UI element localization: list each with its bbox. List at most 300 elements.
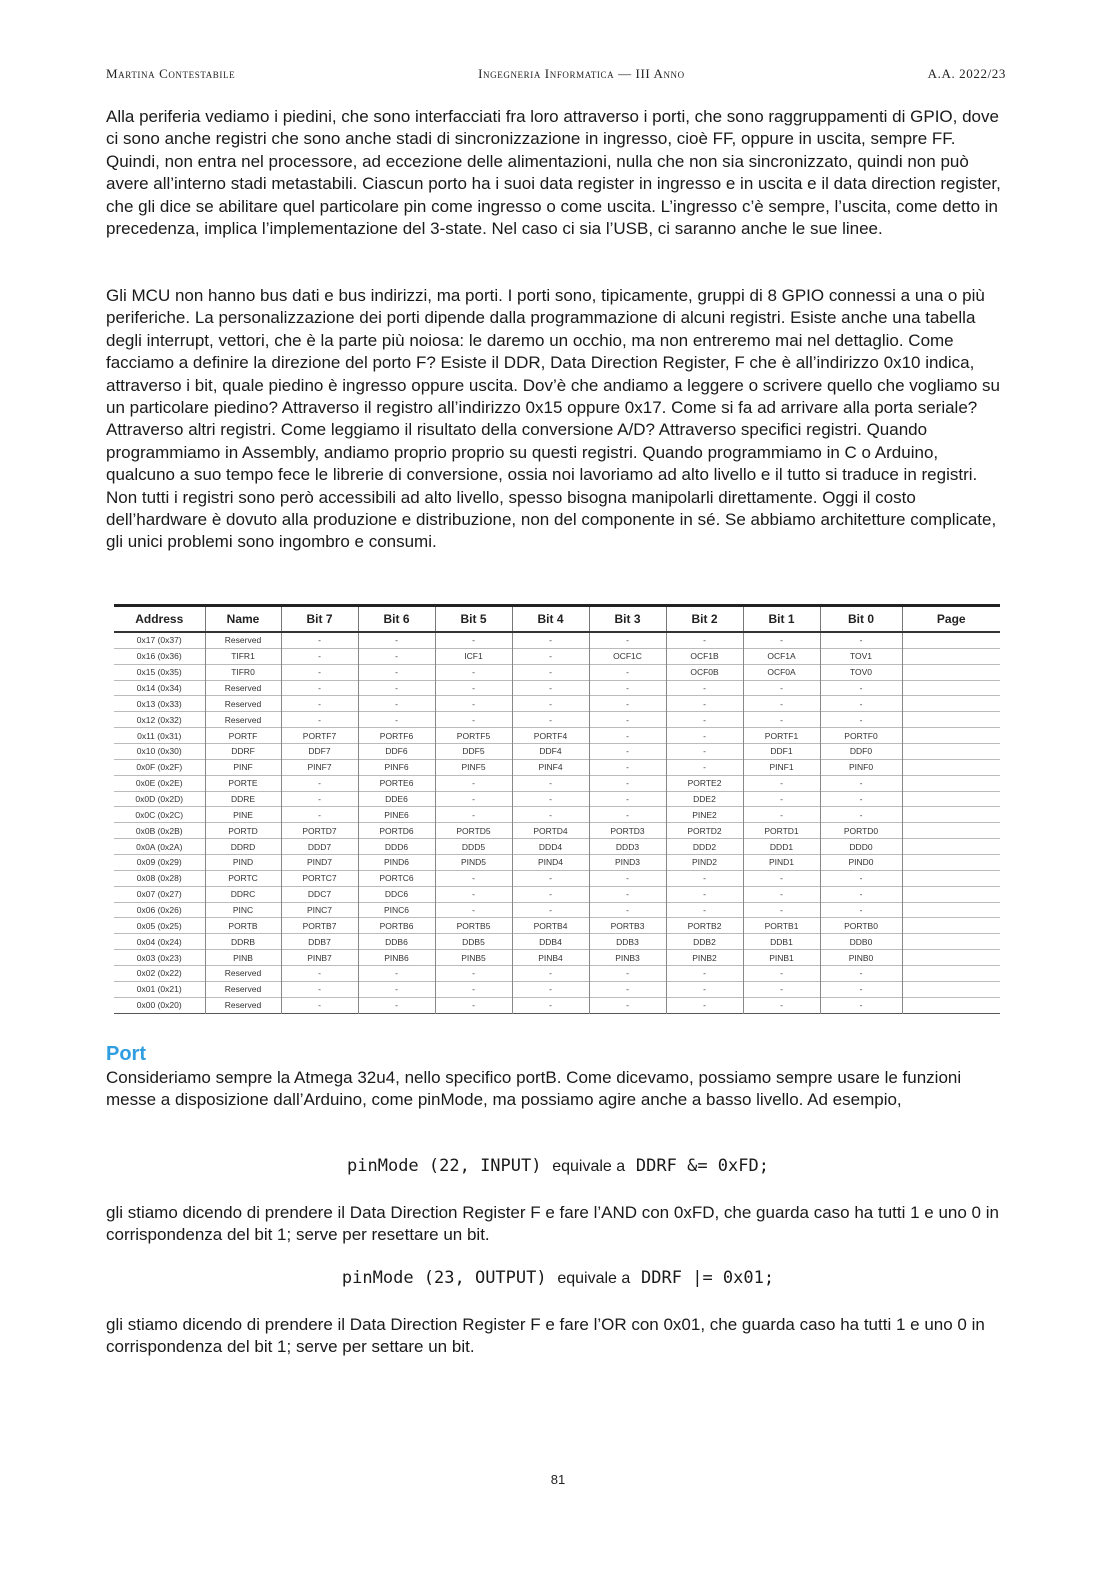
- register-cell: -: [358, 648, 435, 664]
- register-cell: PORTD6: [358, 823, 435, 839]
- register-cell: -: [743, 870, 820, 886]
- register-cell: -: [435, 870, 512, 886]
- register-cell: PINF5: [435, 759, 512, 775]
- register-cell: DDRF: [205, 744, 281, 760]
- register-cell: DDD5: [435, 839, 512, 855]
- register-cell: -: [281, 791, 358, 807]
- register-cell: PIND1: [743, 855, 820, 871]
- register-cell: 0x12 (0x32): [114, 712, 205, 728]
- register-cell: PINB5: [435, 950, 512, 966]
- register-cell: -: [281, 712, 358, 728]
- register-cell: -: [820, 886, 902, 902]
- register-cell: PORTB3: [589, 918, 666, 934]
- register-cell: PORTD3: [589, 823, 666, 839]
- register-cell: DDB0: [820, 934, 902, 950]
- register-cell: -: [666, 696, 743, 712]
- table-row: [114, 744, 1000, 760]
- register-cell: PORTB: [205, 918, 281, 934]
- register-cell: Reserved: [205, 680, 281, 696]
- register-col-header: Name: [205, 606, 281, 633]
- register-cell: -: [435, 791, 512, 807]
- register-cell: -: [820, 680, 902, 696]
- register-cell: -: [435, 981, 512, 997]
- register-cell: Reserved: [205, 997, 281, 1013]
- register-cell: -: [281, 632, 358, 648]
- register-cell: -: [743, 886, 820, 902]
- register-cell: [902, 997, 1000, 1013]
- table-row: [114, 775, 1000, 791]
- register-cell: [902, 918, 1000, 934]
- register-cell: PINB0: [820, 950, 902, 966]
- register-cell: -: [358, 664, 435, 680]
- register-cell: -: [358, 981, 435, 997]
- register-cell: PORTF6: [358, 728, 435, 744]
- register-cell: -: [589, 981, 666, 997]
- register-cell: -: [281, 997, 358, 1013]
- table-row: [114, 712, 1000, 728]
- register-cell: TIFR0: [205, 664, 281, 680]
- table-row: [114, 966, 1000, 982]
- register-cell: PINE: [205, 807, 281, 823]
- register-cell: -: [589, 744, 666, 760]
- register-cell: PINC: [205, 902, 281, 918]
- register-cell: DDF1: [743, 744, 820, 760]
- register-cell: 0x06 (0x26): [114, 902, 205, 918]
- code-equivale-label-2: equivale a: [557, 1270, 631, 1287]
- register-cell: PINF: [205, 759, 281, 775]
- register-cell: PORTC6: [358, 870, 435, 886]
- register-cell: [902, 855, 1000, 871]
- section-title-port: Port: [106, 1043, 146, 1065]
- register-cell: -: [435, 997, 512, 1013]
- register-cell: OCF1C: [589, 648, 666, 664]
- register-cell: -: [820, 807, 902, 823]
- code-example-output: [0, 1268, 1116, 1288]
- register-cell: -: [435, 664, 512, 680]
- register-cell: -: [820, 632, 902, 648]
- register-cell: 0x01 (0x21): [114, 981, 205, 997]
- register-cell: PIND0: [820, 855, 902, 871]
- register-cell: PORTB7: [281, 918, 358, 934]
- register-cell: PORTD0: [820, 823, 902, 839]
- register-cell: PORTF7: [281, 728, 358, 744]
- register-cell: PORTE: [205, 775, 281, 791]
- register-cell: 0x07 (0x27): [114, 886, 205, 902]
- register-cell: PINB7: [281, 950, 358, 966]
- table-row: [114, 997, 1000, 1013]
- register-cell: PORTD1: [743, 823, 820, 839]
- register-cell: PIND7: [281, 855, 358, 871]
- register-cell: -: [666, 728, 743, 744]
- register-cell: -: [512, 648, 589, 664]
- register-cell: -: [666, 870, 743, 886]
- register-cell: -: [512, 807, 589, 823]
- register-cell: -: [281, 966, 358, 982]
- register-cell: [902, 744, 1000, 760]
- register-cell: -: [666, 744, 743, 760]
- register-cell: PIND: [205, 855, 281, 871]
- register-cell: [902, 966, 1000, 982]
- register-cell: [902, 680, 1000, 696]
- register-cell: PORTD4: [512, 823, 589, 839]
- register-cell: DDB4: [512, 934, 589, 950]
- register-cell: PORTD7: [281, 823, 358, 839]
- register-cell: -: [589, 966, 666, 982]
- register-cell: -: [435, 775, 512, 791]
- register-cell: Reserved: [205, 696, 281, 712]
- register-cell: -: [512, 712, 589, 728]
- register-cell: -: [281, 648, 358, 664]
- register-cell: PORTF4: [512, 728, 589, 744]
- register-cell: -: [743, 680, 820, 696]
- table-row: [114, 791, 1000, 807]
- register-cell: DDB3: [589, 934, 666, 950]
- register-cell: 0x0D (0x2D): [114, 791, 205, 807]
- register-cell: -: [743, 966, 820, 982]
- register-cell: -: [358, 680, 435, 696]
- register-cell: PORTB4: [512, 918, 589, 934]
- register-cell: [902, 807, 1000, 823]
- register-cell: [902, 775, 1000, 791]
- table-row: [114, 632, 1000, 648]
- register-cell: 0x16 (0x36): [114, 648, 205, 664]
- register-cell: -: [435, 680, 512, 696]
- register-cell: -: [666, 997, 743, 1013]
- register-cell: -: [743, 807, 820, 823]
- register-cell: -: [589, 696, 666, 712]
- table-row: [114, 759, 1000, 775]
- register-col-header: Address: [114, 606, 205, 633]
- register-cell: PORTD: [205, 823, 281, 839]
- register-cell: PORTB6: [358, 918, 435, 934]
- register-cell: -: [589, 664, 666, 680]
- register-cell: DDB7: [281, 934, 358, 950]
- register-cell: DDD7: [281, 839, 358, 855]
- register-cell: -: [666, 680, 743, 696]
- register-col-header: Bit 6: [358, 606, 435, 633]
- register-cell: 0x05 (0x25): [114, 918, 205, 934]
- register-cell: -: [743, 791, 820, 807]
- table-row: [114, 886, 1000, 902]
- register-cell: -: [281, 680, 358, 696]
- register-cell: DDB1: [743, 934, 820, 950]
- register-cell: [902, 839, 1000, 855]
- register-cell: [902, 950, 1000, 966]
- register-col-header: Bit 4: [512, 606, 589, 633]
- register-cell: [902, 870, 1000, 886]
- register-cell: -: [666, 712, 743, 728]
- register-cell: DDF7: [281, 744, 358, 760]
- register-cell: ICF1: [435, 648, 512, 664]
- register-cell: -: [666, 632, 743, 648]
- register-cell: 0x0B (0x2B): [114, 823, 205, 839]
- register-cell: [902, 632, 1000, 648]
- register-cell: [902, 759, 1000, 775]
- register-cell: TOV1: [820, 648, 902, 664]
- register-cell: PINF1: [743, 759, 820, 775]
- register-cell: -: [435, 886, 512, 902]
- register-cell: 0x0C (0x2C): [114, 807, 205, 823]
- register-cell: Reserved: [205, 712, 281, 728]
- register-cell: DDB6: [358, 934, 435, 950]
- register-col-header: Bit 1: [743, 606, 820, 633]
- register-cell: -: [589, 632, 666, 648]
- register-cell: PINC7: [281, 902, 358, 918]
- register-cell: -: [820, 997, 902, 1013]
- register-cell: [902, 934, 1000, 950]
- register-cell: -: [589, 759, 666, 775]
- register-cell: -: [281, 807, 358, 823]
- table-row: [114, 870, 1000, 886]
- register-cell: PINB: [205, 950, 281, 966]
- register-cell: PORTE2: [666, 775, 743, 791]
- register-cell: -: [666, 981, 743, 997]
- register-cell: -: [666, 759, 743, 775]
- register-cell: DDRD: [205, 839, 281, 855]
- table-row: [114, 981, 1000, 997]
- register-cell: -: [589, 807, 666, 823]
- register-cell: -: [589, 902, 666, 918]
- register-cell: DDRB: [205, 934, 281, 950]
- register-cell: PORTF5: [435, 728, 512, 744]
- register-cell: 0x11 (0x31): [114, 728, 205, 744]
- register-cell: PINB4: [512, 950, 589, 966]
- table-row: [114, 680, 1000, 696]
- register-cell: -: [358, 632, 435, 648]
- register-cell: -: [512, 664, 589, 680]
- header-author: Martina Contestabile: [106, 66, 236, 81]
- register-cell: 0x08 (0x28): [114, 870, 205, 886]
- register-cell: 0x04 (0x24): [114, 934, 205, 950]
- register-cell: -: [743, 981, 820, 997]
- register-cell: -: [589, 728, 666, 744]
- register-cell: DDC6: [358, 886, 435, 902]
- register-cell: PINF7: [281, 759, 358, 775]
- register-cell: DDD0: [820, 839, 902, 855]
- register-cell: -: [820, 712, 902, 728]
- register-cell: [902, 664, 1000, 680]
- register-cell: -: [743, 712, 820, 728]
- register-cell: PORTF: [205, 728, 281, 744]
- register-cell: -: [512, 696, 589, 712]
- register-cell: -: [435, 712, 512, 728]
- code-example-input: [0, 1156, 1116, 1176]
- register-cell: DDB2: [666, 934, 743, 950]
- table-row: [114, 728, 1000, 744]
- code-pinmode-input: pinMode (22, INPUT): [347, 1156, 542, 1176]
- table-row: [114, 934, 1000, 950]
- register-cell: -: [589, 775, 666, 791]
- register-cell: -: [820, 775, 902, 791]
- table-row: [114, 648, 1000, 664]
- register-cell: -: [281, 696, 358, 712]
- register-cell: PORTC: [205, 870, 281, 886]
- register-cell: -: [512, 902, 589, 918]
- table-row: [114, 807, 1000, 823]
- register-cell: PORTC7: [281, 870, 358, 886]
- register-cell: PORTE6: [358, 775, 435, 791]
- register-col-header: Bit 2: [666, 606, 743, 633]
- register-cell: PINE2: [666, 807, 743, 823]
- register-cell: Reserved: [205, 981, 281, 997]
- register-cell: -: [435, 696, 512, 712]
- register-cell: -: [666, 966, 743, 982]
- register-cell: [902, 648, 1000, 664]
- register-cell: [902, 696, 1000, 712]
- register-cell: DDD3: [589, 839, 666, 855]
- register-cell: PORTD2: [666, 823, 743, 839]
- register-cell: -: [435, 966, 512, 982]
- register-cell: -: [589, 870, 666, 886]
- register-table-figure: [114, 604, 1000, 1014]
- paragraph-periphery: Alla periferia vediamo i piedini, che sono interfacciati fra loro attraverso i porti, che sono raggruppamenti di GPIO, dove ci sono anche registri che sono anche stadi di sincronizzazione in ingresso, cioè FF, oppure in uscita, sempre FF. Quindi, non entra nel processore, ad eccezione delle alimentazioni, nulla che non sia sincronizzato, quindi non può avere all’interno stadi metastabili. Ciascun porto ha i suoi data register in ingresso e in uscita e il data direction register, che gli dice se abilitare quel particolare pin come ingresso o come uscita. L’ingresso c’è sempre, l’uscita, come detto in precedenza, implica l’implementazione del 3-state. Nel caso ci sia l’USB, ci saranno anche le sue linee.: [106, 107, 1001, 239]
- register-cell: PINB1: [743, 950, 820, 966]
- register-cell: PORTB5: [435, 918, 512, 934]
- register-cell: PORTF1: [743, 728, 820, 744]
- register-cell: -: [743, 696, 820, 712]
- register-table-header: [114, 606, 1000, 633]
- register-cell: 0x02 (0x22): [114, 966, 205, 982]
- code-ddrf-or: DDRF |= 0x01;: [641, 1268, 775, 1288]
- paragraph-mcu-ports: Gli MCU non hanno bus dati e bus indirizzi, ma porti. I porti sono, tipicamente, gruppi di 8 GPIO connessi a una o più periferiche. La personalizzazione dei porti dipende dalla programmazione di alcuni registri. Esiste anche una tabella degli interrupt, vettori, che è la parte più noiosa: le daremo un occhio, ma non entreremo mai nel dettaglio. Come facciamo a definire la direzione del porto F? Esiste il DDR, Data Direction Register, F che è all’indirizzo 0x10 indica, attraverso i bit, quale piedino è ingresso oppure uscita. Dov’è che andiamo a leggere o scrivere quello che vogliamo su un particolare piedino? Attraverso il registro all’indirizzo 0x15 oppure 0x17. Come si fa ad arrivare alla porta seriale? Attraverso altri registri. Come leggiamo il risultato della conversione A/D? Attraverso specifici registri. Quando programmiamo in Assembly, andiamo proprio proprio su questi registri. Quando programmiamo in C o Arduino, qualcuno a suo tempo fece le librerie di conversione, ossia noi lavoriamo ad alto livello e il tutto si traduce in registri. Non tutti i registri sono però accessibili ad alto livello, spesso bisogna manipolarli direttamente. Oggi il costo dell’hardware è dovuto alla produzione e distribuzione, non del componente in sé. Se abbiamo architetture complicate, gli unici problemi sono ingombro e consumi.: [106, 286, 1000, 552]
- register-cell: DDD4: [512, 839, 589, 855]
- register-cell: DDD2: [666, 839, 743, 855]
- register-cell: -: [512, 680, 589, 696]
- register-cell: DDF4: [512, 744, 589, 760]
- register-cell: -: [281, 775, 358, 791]
- register-cell: -: [435, 902, 512, 918]
- register-table: [114, 604, 1000, 1014]
- register-cell: PORTB1: [743, 918, 820, 934]
- register-cell: [902, 981, 1000, 997]
- register-cell: Reserved: [205, 966, 281, 982]
- register-cell: OCF1B: [666, 648, 743, 664]
- register-cell: 0x03 (0x23): [114, 950, 205, 966]
- register-cell: [902, 728, 1000, 744]
- table-row: [114, 902, 1000, 918]
- register-cell: PIND6: [358, 855, 435, 871]
- table-row: [114, 855, 1000, 871]
- register-cell: 0x13 (0x33): [114, 696, 205, 712]
- register-cell: DDD6: [358, 839, 435, 855]
- register-col-header: Bit 3: [589, 606, 666, 633]
- register-cell: PINB6: [358, 950, 435, 966]
- table-row: [114, 839, 1000, 855]
- register-cell: PIND5: [435, 855, 512, 871]
- code-ddrf-and: DDRF &= 0xFD;: [635, 1156, 769, 1176]
- register-cell: -: [820, 981, 902, 997]
- register-cell: PIND2: [666, 855, 743, 871]
- register-cell: PORTF0: [820, 728, 902, 744]
- paragraph-or-explanation: gli stiamo dicendo di prendere il Data Direction Register F e fare l’OR con 0x01, che guarda caso ha tutti 1 e uno 0 in corrispondenza del bit 1; serve per settare un bit.: [106, 1315, 985, 1357]
- register-cell: DDE2: [666, 791, 743, 807]
- register-col-header: Bit 0: [820, 606, 902, 633]
- code-equivale-label: equivale a: [552, 1158, 626, 1175]
- header-year: A.A. 2022/23: [927, 66, 1006, 81]
- register-cell: PINF4: [512, 759, 589, 775]
- register-cell: TOV0: [820, 664, 902, 680]
- register-cell: 0x09 (0x29): [114, 855, 205, 871]
- register-cell: 0x0A (0x2A): [114, 839, 205, 855]
- register-cell: PIND4: [512, 855, 589, 871]
- register-cell: 0x0F (0x2F): [114, 759, 205, 775]
- register-cell: -: [666, 886, 743, 902]
- register-cell: -: [589, 886, 666, 902]
- register-cell: -: [512, 791, 589, 807]
- table-row: [114, 950, 1000, 966]
- register-cell: -: [512, 775, 589, 791]
- register-cell: [902, 823, 1000, 839]
- register-cell: PIND3: [589, 855, 666, 871]
- paragraph-and-explanation: gli stiamo dicendo di prendere il Data Direction Register F e fare l’AND con 0xFD, che guarda caso ha tutti 1 e uno 0 in corrispondenza del bit 1; serve per resettare un bit.: [106, 1203, 999, 1245]
- register-cell: -: [281, 981, 358, 997]
- register-cell: -: [666, 902, 743, 918]
- register-cell: [902, 886, 1000, 902]
- register-cell: -: [358, 696, 435, 712]
- register-cell: DDF0: [820, 744, 902, 760]
- register-cell: -: [512, 981, 589, 997]
- register-cell: -: [512, 870, 589, 886]
- register-cell: [902, 902, 1000, 918]
- register-cell: OCF1A: [743, 648, 820, 664]
- register-cell: PINB2: [666, 950, 743, 966]
- register-cell: -: [435, 807, 512, 823]
- register-cell: -: [589, 712, 666, 728]
- register-cell: -: [743, 902, 820, 918]
- register-cell: PINF6: [358, 759, 435, 775]
- register-cell: -: [589, 997, 666, 1013]
- register-cell: 0x15 (0x35): [114, 664, 205, 680]
- register-col-header: Bit 5: [435, 606, 512, 633]
- register-cell: PINB3: [589, 950, 666, 966]
- register-cell: OCF0B: [666, 664, 743, 680]
- register-cell: 0x00 (0x20): [114, 997, 205, 1013]
- register-cell: 0x14 (0x34): [114, 680, 205, 696]
- register-cell: DDC7: [281, 886, 358, 902]
- register-cell: PINE6: [358, 807, 435, 823]
- register-cell: -: [435, 632, 512, 648]
- register-cell: [902, 791, 1000, 807]
- register-cell: -: [820, 902, 902, 918]
- register-cell: -: [820, 966, 902, 982]
- register-cell: -: [358, 997, 435, 1013]
- register-col-header: Page: [902, 606, 1000, 633]
- register-cell: -: [512, 632, 589, 648]
- register-cell: DDRE: [205, 791, 281, 807]
- register-cell: -: [589, 680, 666, 696]
- paragraph-port-intro: Consideriamo sempre la Atmega 32u4, nello specifico portB. Come dicevamo, possiamo sempre usare le funzioni messe a disposizione dall’Arduino, come pinMode, ma possiamo agire anche a basso livello. Ad esempio,: [106, 1068, 962, 1110]
- register-cell: PORTD5: [435, 823, 512, 839]
- register-cell: -: [743, 775, 820, 791]
- register-cell: Reserved: [205, 632, 281, 648]
- table-row: [114, 823, 1000, 839]
- register-cell: DDE6: [358, 791, 435, 807]
- register-cell: -: [589, 791, 666, 807]
- register-cell: -: [358, 966, 435, 982]
- register-cell: -: [820, 870, 902, 886]
- register-cell: PINC6: [358, 902, 435, 918]
- page-header: [106, 66, 1006, 82]
- register-cell: OCF0A: [743, 664, 820, 680]
- register-cell: TIFR1: [205, 648, 281, 664]
- register-cell: 0x10 (0x30): [114, 744, 205, 760]
- code-pinmode-output: pinMode (23, OUTPUT): [341, 1268, 547, 1288]
- register-cell: -: [512, 886, 589, 902]
- register-cell: -: [512, 966, 589, 982]
- register-cell: DDD1: [743, 839, 820, 855]
- register-cell: [902, 712, 1000, 728]
- page-number: 81: [550, 1472, 566, 1487]
